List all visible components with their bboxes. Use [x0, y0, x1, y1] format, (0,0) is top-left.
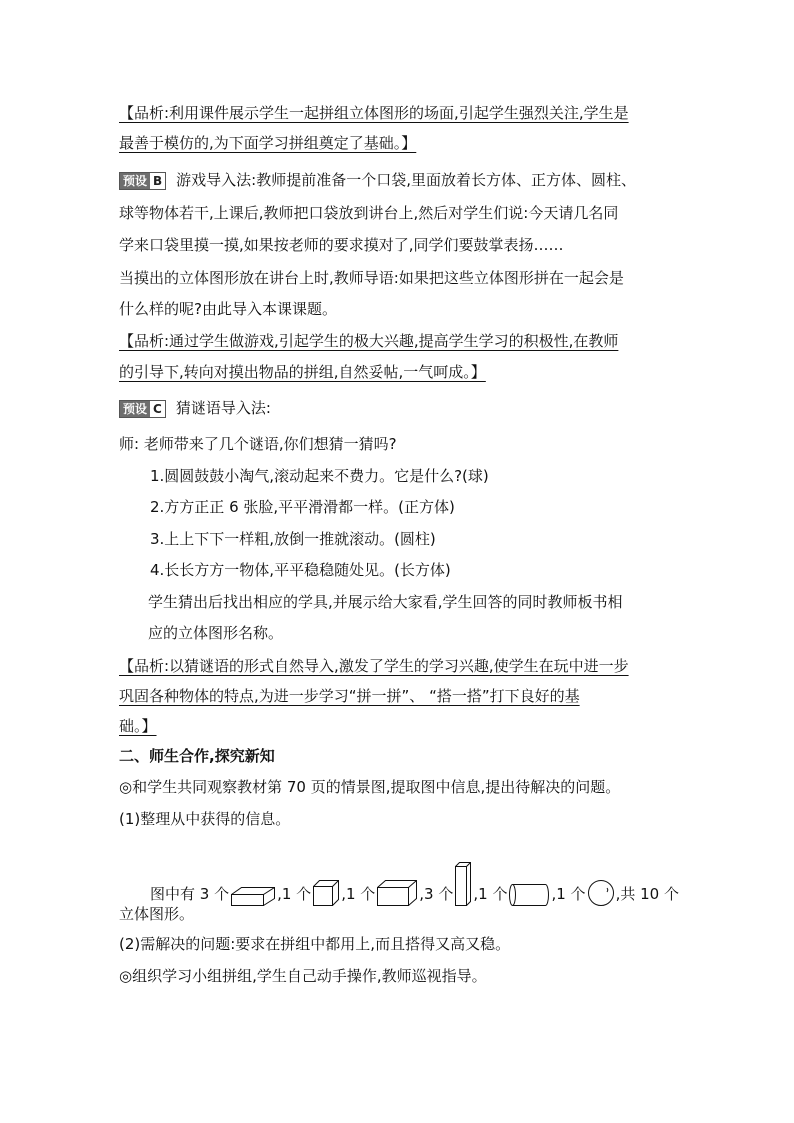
- sphere-icon: [588, 880, 614, 906]
- riddle-2: 2.方方正正 6 张脸,平平滑滑都一样。(正方体): [150, 498, 455, 516]
- preset-b-line-3: 学来口袋里摸一摸,如果按老师的要求摸对了,同学们要鼓掌表扬……: [119, 236, 564, 254]
- observe-line: ◎和学生共同观察教材第 70 页的情景图,提取图中信息,提出待解决的问题。: [119, 778, 621, 796]
- preset-b-line-4: 当摸出的立体图形放在讲台上时,教师导语:如果把这些立体图形拼在一起会是: [119, 269, 624, 287]
- teacher-line: 师: 老师带来了几个谜语,你们想猜一猜吗?: [119, 435, 397, 453]
- students-line-2: 应的立体图形名称。: [148, 624, 284, 642]
- analysis-c-line-2: 巩固各种物体的特点,为进一步学习“拼一拼”、 “搭一搭”打下良好的基: [119, 687, 580, 705]
- analysis-c-line-1: 【品析:以猜谜语的形式自然导入,激发了学生的学习兴趣,使学生在玩中进一步: [119, 657, 629, 675]
- analysis-b-line-1: 【品析:通过学生做游戏,引起学生的极大兴趣,提高学生学习的积极性,在教师: [119, 332, 619, 350]
- shapes-line-cont: 立体图形。: [119, 905, 195, 923]
- step-2-line: (2)需解决的问题:要求在拼组中都用上,而且搭得又高又稳。: [119, 935, 511, 953]
- riddle-4: 4.长长方方一物体,平平稳稳随处见。(长方体): [150, 561, 451, 579]
- section-heading: 二、师生合作,探究新知: [119, 747, 275, 765]
- preset-c-badge: 预设 C: [119, 400, 166, 418]
- cube-icon: [313, 880, 339, 906]
- analysis-b-line-2: 的引导下,转向对摸出物品的拼组,自然妥帖,一气呵成。】: [119, 363, 486, 381]
- shapes-line: 图中有 3 个 ,1 个 ,1 个 ,3 个 ,1 个 ,1 个 ,共 10 个: [150, 862, 679, 906]
- riddle-1: 1.圆圆鼓鼓小淘气,滚动起来不费力。它是什么?(球): [150, 467, 489, 485]
- preset-b-line-2: 球等物体若干,上课后,教师把口袋放到讲台上,然后对学生们说:今天请几名同: [119, 204, 619, 222]
- large-cuboid-icon: [377, 880, 417, 906]
- cylinder-icon: [509, 884, 549, 906]
- group-work-line: ◎组织学习小组拼组,学生自己动手操作,教师巡视指导。: [119, 967, 487, 985]
- preset-b-line-1: 预设 B 游戏导入法:教师提前准备一个口袋,里面放着长方体、正方体、圆柱、: [119, 170, 636, 190]
- analysis-a-line-1: 【品析:利用课件展示学生一起拼组立体图形的场面,引起学生强烈关注,学生是: [119, 104, 629, 122]
- students-line-1: 学生猜出后找出相应的学具,并展示给大家看,学生回答的同时教师板书相: [148, 593, 623, 611]
- riddle-3: 3.上上下下一样粗,放倒一推就滚动。(圆柱): [150, 530, 436, 548]
- flat-cuboid-icon: [231, 886, 275, 906]
- step-1-line: (1)整理从中获得的信息。: [119, 810, 291, 828]
- preset-b-badge: 预设 B: [119, 172, 166, 190]
- preset-b-line-5: 什么样的呢?由此导入本课课题。: [119, 300, 337, 318]
- tall-prism-icon: [455, 862, 471, 906]
- analysis-c-line-3: 础。】: [119, 717, 157, 735]
- analysis-a-line-2: 最善于模仿的,为下面学习拼组奠定了基础。】: [119, 134, 417, 152]
- preset-c-line: 预设 C 猜谜语导入法:: [119, 398, 271, 418]
